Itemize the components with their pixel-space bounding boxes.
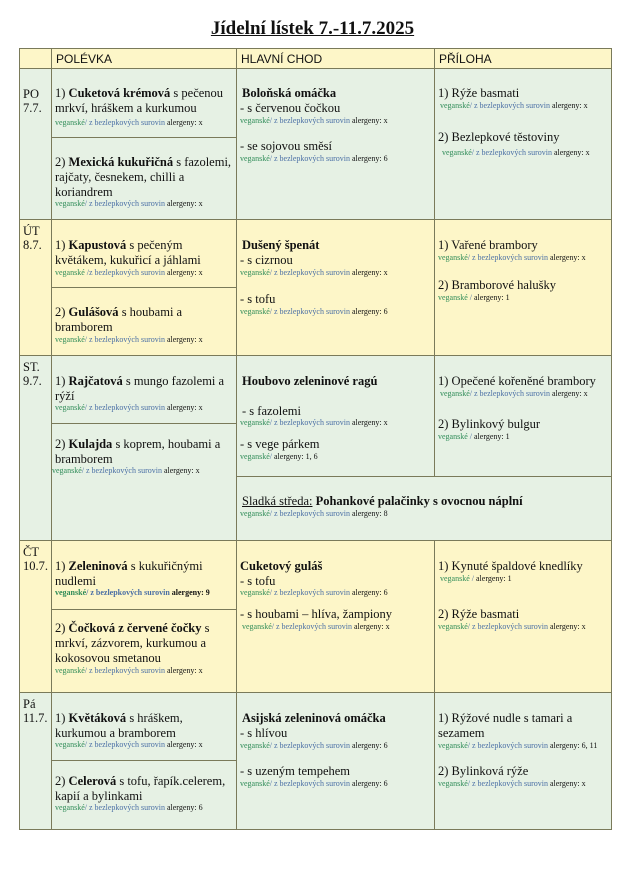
tags-line: veganské/ z bezlepkových surovin alergeny: x: [440, 101, 588, 110]
main-title: Dušený špenát: [242, 238, 320, 252]
tags-line: veganské/ z bezlepkových surovin alergeny: 6: [240, 741, 388, 750]
tags-line: veganské/ z bezlepkových surovin alergeny: 9: [55, 588, 210, 597]
side-item: 2) Bylinkový bulgur: [438, 417, 541, 431]
side-item: 2) Bylinková rýže: [438, 764, 529, 778]
main-option: - s hlívou: [240, 726, 288, 740]
main-option: - s houbami – hlíva, žampiony: [240, 607, 393, 621]
tags-line: veganské/ z bezlepkových surovin alergeny: x: [442, 148, 590, 157]
soup-cell: [51, 355, 237, 424]
tags-line: veganské /z bezlepkových surovin alergeny: x: [55, 268, 203, 277]
tags-line: veganské/ z bezlepkových surovin alergeny: x: [438, 253, 586, 262]
day-ut: [19, 219, 52, 356]
header-side: PŘÍLOHA: [434, 48, 612, 69]
tags-line: veganské/ z bezlepkových surovin alergeny: x: [55, 335, 203, 344]
main-cell: [236, 540, 435, 693]
main-option: - s tofu: [240, 292, 276, 306]
tags-line: veganské/ z bezlepkových surovin alergeny: x: [438, 779, 586, 788]
day-date: 7.7.: [23, 101, 42, 115]
main-option: - s tofu: [240, 574, 276, 588]
day-name: ČT: [23, 545, 39, 559]
header-main: HLAVNÍ CHOD: [236, 48, 435, 69]
day-date: 11.7.: [23, 711, 48, 725]
tags-line: veganské/ z bezlepkových surovin alergeny: x: [242, 622, 390, 631]
main-title: Cuketový guláš: [240, 559, 323, 573]
main-option: - s cizrnou: [240, 253, 293, 267]
tags-line: veganské/ alergeny: 1, 6: [240, 452, 318, 461]
soup-item: 1) Květáková s hráškem, kurkumou a bramborem: [55, 711, 183, 740]
tags-line: veganské/ z bezlepkových surovin alergeny: x: [438, 622, 586, 631]
soup-cell: [51, 68, 237, 138]
side-cell: [434, 692, 612, 830]
soup-cell: [51, 287, 237, 356]
side-item: 1) Kynuté špaldové knedlíky: [438, 559, 583, 573]
side-item: 2) Bezlepkové těstoviny: [438, 130, 560, 144]
tags-line: veganské/ z bezlepkových surovin alergeny: 6: [240, 588, 388, 597]
side-cell: [434, 355, 612, 477]
main-cell: [236, 692, 435, 830]
day-name: Pá: [23, 697, 36, 711]
main-cell: [236, 68, 435, 220]
side-item: 2) Bramborové halušky: [438, 278, 557, 292]
main-option: - s červenou čočkou: [240, 101, 341, 115]
soup-item: 2) Gulášová s houbami a bramborem: [55, 305, 183, 334]
tags-line: veganské/ z bezlepkových surovin alergeny: x: [240, 116, 388, 125]
main-option: - s fazolemi: [242, 404, 302, 418]
day-st: [19, 355, 52, 541]
main-title: Boloňská omáčka: [242, 86, 337, 100]
soup-cell: [51, 423, 237, 541]
soup-cell: [51, 137, 237, 220]
tags-line: veganské/ z bezlepkových surovin alergeny: 6: [240, 779, 388, 788]
side-cell: [434, 219, 612, 356]
main-option: - s uzeným tempehem: [240, 764, 351, 778]
day-name: PO: [23, 87, 39, 101]
tags-line: veganské / alergeny: 1: [440, 574, 512, 583]
soup-item: 2) Čočková z červené čočky s mrkví, zázvorem, kurkumou a kokosovou smetanou: [55, 621, 210, 665]
soup-item: 2) Kulajda s koprem, houbami a bramborem: [55, 437, 221, 466]
main-title: Houbovo zeleninové ragú: [242, 374, 378, 388]
main-option: - s vege párkem: [240, 437, 320, 451]
tags-line: veganské / alergeny: 1: [438, 293, 510, 302]
side-item: 1) Rýže basmati: [438, 86, 520, 100]
side-item: 2) Rýže basmati: [438, 607, 520, 621]
side-cell: [434, 540, 612, 693]
soup-item: 2) Celerová s tofu, řapík.celerem, kapií a bylinkami: [55, 774, 226, 803]
side-item: 1) Vařené brambory: [438, 238, 538, 252]
soup-item: 1) Zeleninová s kukuřičnými nudlemi: [55, 559, 203, 588]
tags-line: veganské/ z bezlepkových surovin alergeny: x: [55, 199, 203, 208]
soup-cell: [51, 609, 237, 693]
tags-line: veganské/ z bezlepkových surovin alergeny: x: [440, 389, 588, 398]
header-empty: [19, 48, 52, 69]
tags-line: veganské/ z bezlepkových surovin alergeny: 6, 11: [438, 741, 598, 750]
tags-line: veganské/ z bezlepkových surovin alergeny: x: [240, 418, 388, 427]
sweet-wednesday-item: Sladká středa: Pohankové palačinky s ovocnou náplní: [242, 494, 523, 508]
main-title: Asijská zeleninová omáčka: [242, 711, 386, 725]
main-option: - se sojovou směsí: [240, 139, 333, 153]
tags-line: veganské/ z bezlepkových surovin alergeny: x: [55, 118, 203, 127]
tags-line: veganské/ z bezlepkových surovin alergeny: x: [55, 740, 203, 749]
soup-cell: [51, 760, 237, 830]
tags-line: veganské/ z bezlepkových surovin alergeny: 6: [55, 803, 203, 812]
tags-line: veganské/ z bezlepkových surovin alergeny: x: [52, 466, 200, 475]
page-title: Jídelní lístek 7.-11.7.2025: [210, 18, 415, 39]
day-name: ST.: [23, 360, 40, 374]
day-date: 10.7.: [23, 559, 48, 573]
soup-cell: [51, 692, 237, 761]
side-cell: [434, 68, 612, 220]
tags-line: veganské/ z bezlepkových surovin alergeny: x: [55, 403, 203, 412]
side-item: 1) Rýžové nudle s tamari a sezamem: [438, 711, 573, 740]
tags-line: veganské/ z bezlepkových surovin alergeny: 6: [240, 307, 388, 316]
day-pa: [19, 692, 52, 830]
tags-line: veganské/ z bezlepkových surovin alergeny: x: [55, 666, 203, 675]
soup-item: 1) Cuketová krémová s pečenou mrkví, hráškem a kurkumou: [55, 86, 224, 115]
tags-line: veganské/ z bezlepkových surovin alergeny: x: [240, 268, 388, 277]
soup-item: 1) Rajčatová s mungo fazolemi a rýží: [55, 374, 225, 403]
day-date: 8.7.: [23, 238, 42, 252]
soup-item: 2) Mexická kukuřičná s fazolemi, rajčaty, česnekem, chilli a koriandrem: [55, 155, 232, 199]
soup-cell: [51, 540, 237, 610]
tags-line: veganské/ z bezlepkových surovin alergeny: 6: [240, 154, 388, 163]
day-date: 9.7.: [23, 374, 42, 388]
sweet-wednesday-cell: [236, 476, 612, 541]
side-item: 1) Opečené kořeněné brambory: [438, 374, 596, 388]
day-ct: [19, 540, 52, 693]
soup-item: 1) Kapustová s pečeným květákem, kukuřicí a jáhlami: [55, 238, 201, 267]
soup-cell: [51, 219, 237, 288]
main-cell: [236, 355, 435, 477]
day-po: [19, 68, 52, 220]
header-soup: POLÉVKA: [51, 48, 237, 69]
main-cell: [236, 219, 435, 356]
day-name: ÚT: [23, 224, 40, 238]
tags-line: veganské / alergeny: 1: [438, 432, 510, 441]
tags-line: veganské/ z bezlepkových surovin alergeny: 8: [240, 509, 388, 518]
